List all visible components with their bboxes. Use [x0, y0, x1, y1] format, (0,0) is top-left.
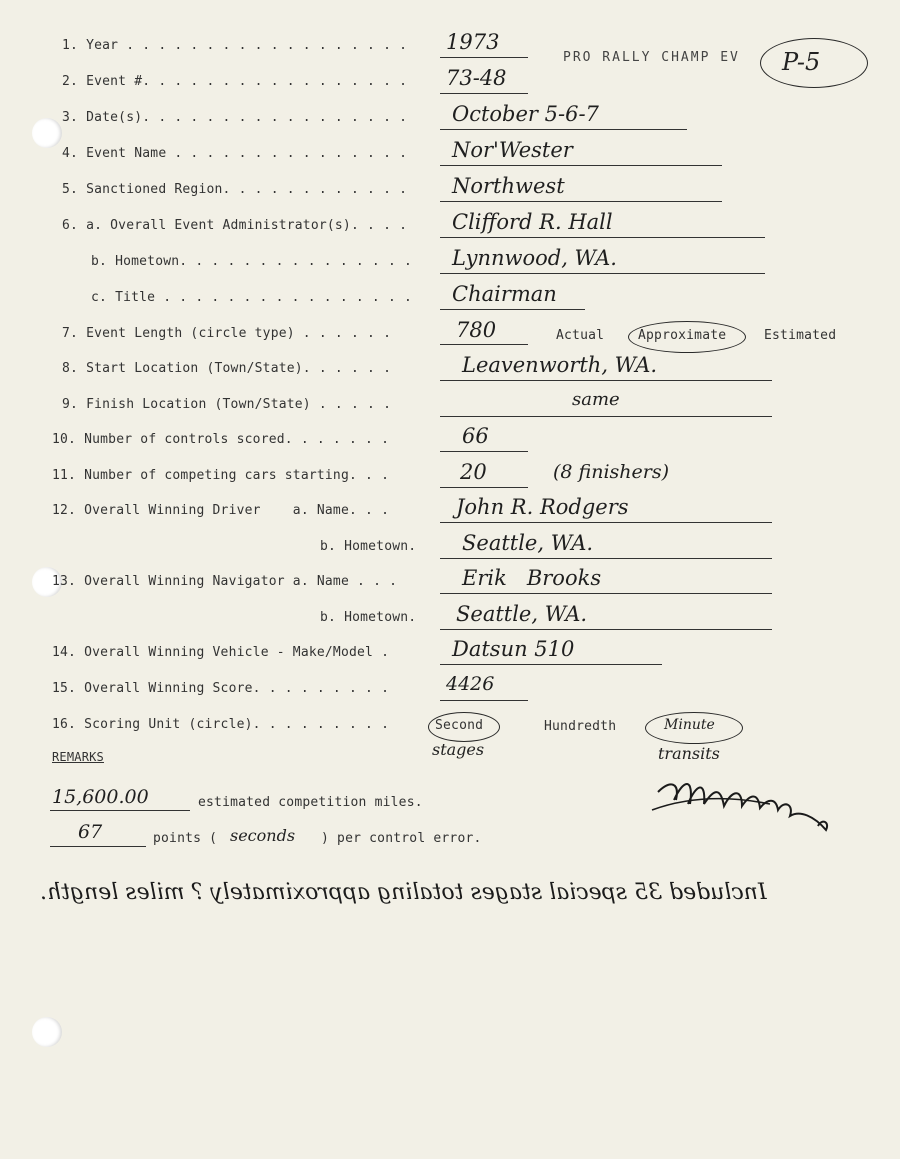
remarks-heading: REMARKS [52, 750, 104, 764]
value-navigator-name: Erik Brooks [462, 566, 602, 590]
value-cars: 20 [460, 460, 487, 484]
remarks-points-value: 67 [78, 821, 103, 843]
underline-year [440, 57, 528, 58]
value-event-length: 780 [456, 318, 497, 342]
underline-admin-title [440, 309, 585, 310]
punch-hole-top [32, 118, 62, 148]
underline-region [440, 201, 722, 202]
field-admin-hometown-label: b. Hometown. . . . . . . . . . . . . . . [91, 254, 413, 269]
value-controls: 66 [462, 424, 489, 448]
scoring-option-hundredth: Hundredth [544, 719, 617, 734]
value-admin-hometown: Lynnwood, WA. [452, 246, 617, 270]
remarks-points-text-b: ) per control error. [321, 831, 482, 846]
underline-finish-location [440, 416, 772, 417]
length-option-estimated: Estimated [764, 328, 837, 343]
length-option-actual: Actual [556, 328, 605, 343]
field-controls-label: 10. Number of controls scored. . . . . . . [52, 432, 390, 447]
field-year-label: 1. Year . . . . . . . . . . . . . . . . . . [62, 38, 408, 53]
underline-driver-hometown [440, 558, 772, 559]
underline-navigator-name [440, 593, 772, 594]
remarks-points-text-a: points ( [153, 831, 218, 846]
field-finish-location-label: 9. Finish Location (Town/State) . . . . . [62, 397, 392, 412]
value-driver-name: John R. Rodgers [456, 495, 629, 519]
underline-points [50, 846, 146, 847]
field-driver-hometown-label: b. Hometown. [320, 539, 417, 554]
underline-driver-name [440, 522, 772, 523]
remarks-points-unit: seconds [230, 826, 296, 845]
underline-vehicle [440, 664, 662, 665]
scoring-option-second: Second [435, 718, 484, 733]
underline-event-number [440, 93, 528, 94]
field-driver-name-label: 12. Overall Winning Driver a. Name. . . [52, 503, 390, 518]
value-driver-hometown: Seattle, WA. [462, 531, 594, 555]
value-finish-location: same [572, 389, 620, 410]
remarks-miles-value: 15,600.00 [52, 786, 149, 808]
field-cars-label: 11. Number of competing cars starting. . . [52, 468, 390, 483]
value-vehicle: Datsun 510 [452, 637, 575, 661]
underline-score [440, 700, 528, 701]
underline-dates [440, 129, 687, 130]
field-region-label: 5. Sanctioned Region. . . . . . . . . . . . [62, 182, 408, 197]
value-score: 4426 [446, 673, 495, 695]
underline-administrator [440, 237, 765, 238]
length-option-approximate: Approximate [638, 328, 727, 343]
underline-event-length [440, 344, 528, 345]
signature-drawing [650, 770, 840, 840]
scoring-note-stages: stages [432, 740, 485, 759]
underline-admin-hometown [440, 273, 765, 274]
value-dates: October 5-6-7 [452, 102, 599, 126]
value-event-number: 73-48 [446, 66, 507, 90]
field-score-label: 15. Overall Winning Score. . . . . . . . . [52, 681, 390, 696]
cars-finishers-note: (8 finishers) [553, 461, 670, 483]
field-administrator-label: 6. a. Overall Event Administrator(s). . . . [62, 218, 408, 233]
field-scoring-unit-label: 16. Scoring Unit (circle). . . . . . . . . [52, 717, 390, 732]
value-admin-title: Chairman [452, 282, 557, 306]
series-header: PRO RALLY CHAMP EV [563, 50, 740, 65]
value-start-location: Leavenworth, WA. [462, 353, 658, 377]
field-start-location-label: 8. Start Location (Town/State). . . . . . [62, 361, 392, 376]
value-event-name: Nor'Wester [452, 138, 573, 162]
value-navigator-hometown: Seattle, WA. [456, 602, 588, 626]
field-dates-label: 3. Date(s). . . . . . . . . . . . . . . . . [62, 110, 408, 125]
value-year: 1973 [446, 30, 500, 54]
remarks-mirrored-note: Included 35 special stages totaling approximately ? miles length. [40, 880, 767, 905]
field-navigator-hometown-label: b. Hometown. [320, 610, 417, 625]
field-vehicle-label: 14. Overall Winning Vehicle - Make/Model . [52, 645, 390, 660]
underline-miles [50, 810, 190, 811]
field-admin-title-label: c. Title . . . . . . . . . . . . . . . . [91, 290, 413, 305]
value-administrator: Clifford R. Hall [452, 210, 613, 234]
field-event-name-label: 4. Event Name . . . . . . . . . . . . . . . [62, 146, 408, 161]
underline-event-name [440, 165, 722, 166]
value-region: Northwest [452, 174, 565, 198]
field-event-number-label: 2. Event #. . . . . . . . . . . . . . . . . [62, 74, 408, 89]
event-code: P-5 [782, 48, 821, 76]
underline-start-location [440, 380, 772, 381]
remarks-miles-text: estimated competition miles. [198, 795, 423, 810]
underline-controls [440, 451, 528, 452]
scoring-option-minute: Minute [664, 717, 715, 733]
punch-hole-bottom [32, 1017, 62, 1047]
field-navigator-name-label: 13. Overall Winning Navigator a. Name . . . [52, 574, 398, 589]
underline-cars [440, 487, 528, 488]
field-event-length-label: 7. Event Length (circle type) . . . . . . [62, 326, 392, 341]
scoring-note-transits: transits [658, 744, 720, 763]
underline-navigator-hometown [440, 629, 772, 630]
